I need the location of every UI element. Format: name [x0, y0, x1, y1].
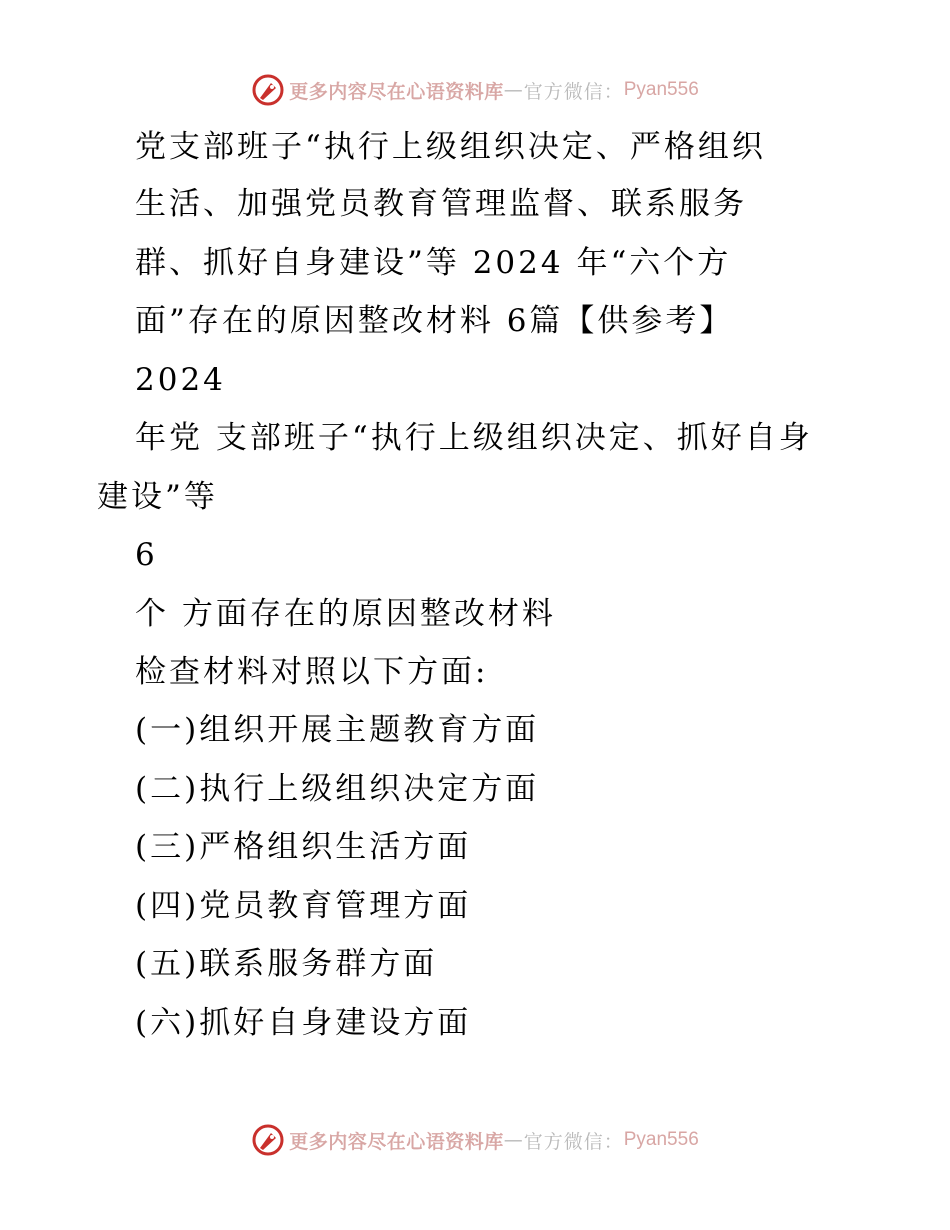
list-item-2: (二)执行上级组织决定方面	[135, 771, 540, 807]
text-line-subtitle-cont: 建设”等	[97, 479, 218, 515]
pen-nib-icon	[251, 73, 285, 107]
title-line-1: 党支部班子“执行上级组织决定、严格组织	[135, 129, 766, 165]
list-item-3: (三)严格组织生活方面	[135, 829, 472, 865]
watermark-id: Pyan556	[623, 79, 699, 100]
text-line-subtitle-end: 个 方面存在的原因整改材料	[135, 596, 556, 632]
text-line-subtitle: 年党 支部班子“执行上级组织决定、抓好自身	[135, 420, 813, 456]
text-line-intro: 检查材料对照以下方面:	[135, 654, 489, 690]
watermark-dash: —	[503, 1129, 524, 1151]
list-item-5: (五)联系服务群方面	[135, 946, 438, 982]
watermark-main-text: 更多内容尽在心语资料库	[289, 1130, 504, 1153]
text-line-year: 2024	[135, 362, 226, 398]
watermark-dash: —	[503, 79, 524, 101]
list-item-1: (一)组织开展主题教育方面	[135, 712, 540, 748]
footer-watermark	[0, 1120, 950, 1160]
header-watermark	[0, 70, 950, 110]
watermark-sub-text: 官方微信：	[523, 1130, 624, 1153]
pen-nib-icon	[251, 1123, 285, 1157]
list-item-4: (四)党员教育管理方面	[135, 888, 472, 924]
watermark-main-text: 更多内容尽在心语资料库	[289, 80, 504, 103]
title-line-4: 面”存在的原因整改材料 6篇【供参考】	[135, 303, 734, 339]
text-line-number: 6	[135, 537, 158, 573]
watermark-sub-text: 官方微信：	[523, 80, 624, 103]
list-item-6: (六)抓好自身建设方面	[135, 1005, 472, 1041]
title-line-3: 群、抓好自身建设”等 2024 年“六个方	[135, 245, 732, 281]
title-line-2: 生活、加强党员教育管理监督、联系服务	[135, 186, 747, 222]
watermark-id: Pyan556	[623, 1129, 699, 1150]
